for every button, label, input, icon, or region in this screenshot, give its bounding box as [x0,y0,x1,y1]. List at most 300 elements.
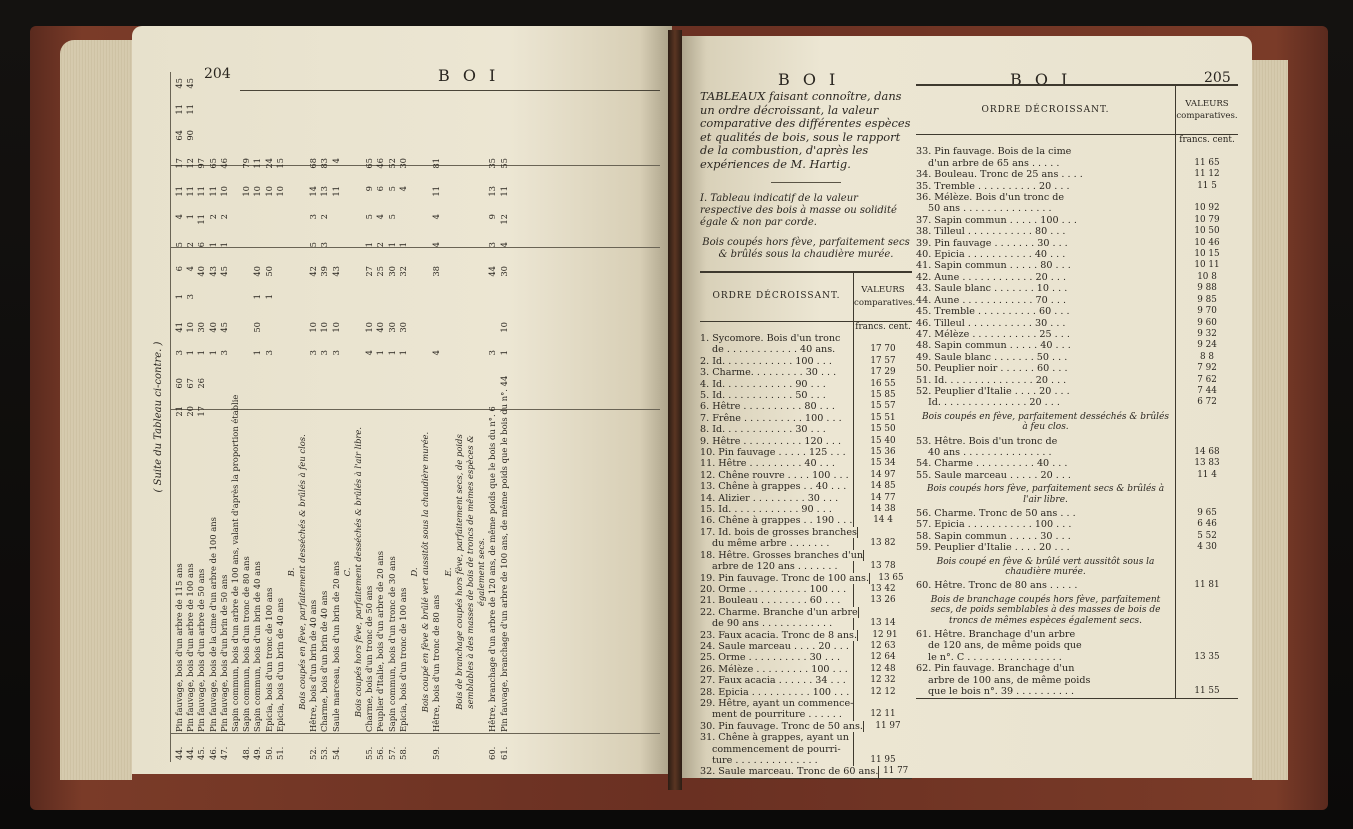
row-value: 1 [207,242,218,248]
row-number: 56. [375,746,386,760]
right-values-table [916,84,1238,699]
table-row [700,333,912,344]
table-row [700,527,912,538]
comparative-value [1175,663,1238,674]
comparative-value: 10 11 [1175,260,1238,271]
row-description: Hêtre, bois d'un tronc de 80 ans [431,594,442,732]
row-number: 49. [252,746,263,760]
wood-entry: 49. Saule blanc . . . . . . . 50 . . . [916,351,1068,363]
comparative-value: 16 55 [853,379,912,390]
table-row [916,386,1238,397]
table-row [700,379,912,390]
comparative-value: 15 57 [853,401,912,412]
values-label: VALEURS [861,284,905,295]
comparative-value: 15 40 [853,436,912,447]
table-row [319,72,330,762]
row-description: Sapin commun, bois d'un tronc de 30 ans [386,556,397,732]
row-value: 90 [185,130,196,141]
row-number: 47. [218,746,229,760]
table-row [916,352,1238,363]
row-description: Pin fauvage, branchage d'un arbre de 100 ans, de même poids que le bois du n°. 44 [498,375,509,732]
table-row [275,72,286,762]
row-value: 11 [185,104,196,115]
row-value: 1 [185,350,196,356]
table-row [387,72,398,762]
row-value: 52 [386,158,397,169]
comparative-value: 17 57 [853,356,912,367]
table-row [264,72,275,762]
wood-entry: que le bois n°. 39 . . . . . . . . . . [928,686,1075,698]
table-row [700,401,912,412]
row-value: 11 [252,158,263,169]
comparative-value: 12 12 [853,687,912,698]
comparative-value [863,550,912,561]
wood-entry: 18. Hêtre. Grosses branches d'un [700,549,864,561]
comparative-value [853,744,912,755]
comparative-value: 13 35 [1175,652,1238,663]
comparative-value: 13 78 [853,561,912,572]
comparative-value [1175,629,1238,640]
row-value: 45 [218,266,229,277]
table-row [700,675,912,686]
comparative-value: 11 55 [1175,686,1238,697]
table-row [916,203,1238,214]
row-value: 45 [185,78,196,89]
row-value: 24 [263,158,274,169]
wood-entry: 53. Hêtre. Bois d'un tronc de [916,435,1058,447]
wood-entry: 55. Saule marceau . . . . . 20 . . . [916,469,1071,481]
table-row [499,72,510,762]
comparative-value: 11 5 [1175,181,1238,192]
row-value: 2 [185,242,196,248]
row-value: 81 [431,158,442,169]
section-title-text: Bois coupés en fève, parfaitement desséchés & brûlés à feu clos. [297,434,308,710]
comparative-value: 12 32 [853,675,912,686]
wood-entry: 15. Id. . . . . . . . . . . . 90 . . . [700,504,832,516]
right-running-head: B O I [1010,70,1072,89]
wood-entry: 33. Pin fauvage. Bois de la cime [916,146,1072,158]
row-value: 1 [375,350,386,356]
row-value: 83 [319,158,330,169]
wood-entry: 17. Id. bois de grosses branches [700,526,857,538]
comparative-value: 9 32 [1175,329,1238,340]
row-value: 25 [375,266,386,277]
row-value: 4 [330,158,341,164]
row-value: 79 [241,158,252,169]
row-value: 1 [498,350,509,356]
table-row [700,607,912,618]
wood-entry: 41. Sapin commun . . . . . 80 . . . [916,260,1071,272]
wood-entry: d'un arbre de 65 ans . . . . . [928,157,1060,169]
row-description: Epicia, bois d'un tronc de 100 ans [263,587,274,732]
row-value: 3 [308,214,319,220]
table-row [431,72,442,762]
table-header [916,86,1238,135]
left-page-number: 204 [204,66,231,82]
table-row [308,72,319,762]
row-value: 12 [185,158,196,169]
table-row [916,519,1238,530]
wood-entry: 48. Sapin commun . . . . . 40 . . . [916,340,1071,352]
row-number: 48. [241,746,252,760]
table-row [700,630,912,641]
value-cell [1175,409,1238,436]
values-label-2: comparatives. [1176,111,1238,121]
wood-entry: 4. Id. . . . . . . . . . . . 90 . . . [700,378,826,390]
table-row [241,72,252,762]
row-number: 52. [308,746,319,760]
row-value: 17 [196,406,207,417]
row-value: 1 [196,350,207,356]
wood-entry: 19. Pin fauvage. Tronc de 100 ans. [700,572,870,584]
table-row [700,413,912,424]
units-row [700,322,912,333]
table-row [252,72,263,762]
section-letter [443,72,454,762]
row-value: 1 [386,242,397,248]
table-row [700,732,912,743]
row-description: Pin fauvage, bois d'un arbre de 115 ans [174,563,184,732]
table-row [916,542,1238,553]
row-value: 5 [364,214,375,220]
table-row [700,595,912,606]
table-row [700,390,912,401]
comparative-value: 13 26 [853,595,912,606]
row-value: 1 [185,214,196,220]
row-value: 11 [498,186,509,197]
row-description: Pin fauvage, bois d'un brin de 50 ans [218,574,229,732]
table-row [700,698,912,709]
row-value: 2 [207,214,218,220]
table-row [208,72,219,762]
row-number: 61. [498,746,509,760]
comparative-value [853,732,912,743]
order-column-header: ORDRE DÉCROISSANT. [981,105,1110,115]
section-letter-text: C. [341,567,352,577]
row-description: Epicia, bois d'un brin de 40 ans [274,597,285,732]
table-row [375,72,386,762]
table-row [700,561,912,572]
wood-entry: 61. Hêtre. Branchage d'un arbre [916,629,1076,641]
wood-entry: 2. Id. . . . . . . . . . . . 100 . . . [700,355,832,367]
table-row [700,766,912,777]
row-value: 3 [319,242,330,248]
comparative-value: 11 65 [1175,158,1238,169]
section-title [297,72,308,762]
wood-entry: de 120 ans, de même poids que [928,640,1082,652]
row-value: 68 [308,158,319,169]
comparative-value: 14 4 [853,515,912,526]
wood-entry: 39. Pin fauvage . . . . . . . 30 . . . [916,237,1068,249]
comparative-value: 11 12 [1175,169,1238,180]
row-value: 38 [431,266,442,277]
table-caption: ( Suite du Tableau ci-contre. ) [148,72,171,762]
table-row [916,146,1238,157]
row-value: 40 [196,266,207,277]
table-row [916,295,1238,306]
wood-entry: 45. Tremble . . . . . . . . . . 60 . . . [916,306,1070,318]
table-row [230,72,241,762]
table-row [700,584,912,595]
row-value: 40 [207,322,218,333]
wood-entry: 32. Saule marceau. Tronc de 60 ans. [700,766,879,778]
row-number: 55. [364,746,375,760]
wood-entry: 54. Charme . . . . . . . . . . 40 . . . [916,458,1068,470]
middle-running-head: B O I [778,70,840,89]
row-value: 4 [431,350,442,356]
row-value: 1 [386,350,397,356]
row-value: 65 [364,158,375,169]
comparative-value: 15 85 [853,390,912,401]
table-row [916,363,1238,374]
table-row [916,508,1238,519]
wood-entry: de . . . . . . . . . . . . 40 ans. [712,344,836,356]
table-row [185,72,196,762]
comparative-value [858,607,912,618]
table-row [219,72,230,762]
row-value: 1 [397,242,408,248]
comparative-value: 7 44 [1175,386,1238,397]
row-value: 4 [174,214,184,220]
comparative-value: 10 46 [1175,238,1238,249]
wood-entry: 3. Charme. . . . . . . . . 30 . . . [700,367,837,379]
row-value: 4 [364,350,375,356]
row-value: 4 [185,266,196,272]
row-value: 1 [364,242,375,248]
row-value: 15 [274,158,285,169]
comparative-value: 14 38 [853,504,912,515]
middle-column [700,89,916,779]
table-row [174,72,185,762]
values-label-2: comparatives. [854,297,916,308]
row-value: 3 [263,350,274,356]
comparative-value: 12 63 [853,641,912,652]
table-row [700,573,912,584]
row-value: 6 [196,242,207,248]
row-value: 4 [498,242,509,248]
values-column-header [1175,86,1238,134]
left-running-head: B O I [438,66,500,85]
wood-entry: du même arbre . . . . . . . [712,538,830,550]
wood-entry: 47. Mélèze . . . . . . . . . . . 25 . . . [916,328,1070,340]
row-value: 2 [319,214,330,220]
row-value: 11 [174,104,184,115]
table-row [916,397,1238,408]
section-title [353,72,364,762]
wood-entry: 23. Faux acacia. Tronc de 8 ans. [700,629,857,641]
section-A-heading: Bois coupés hors fève, parfaitement secs & brûlés sous la chaudière murée. [702,236,910,260]
row-value: 3 [308,350,319,356]
table-row [916,652,1238,663]
value-cell [1175,481,1238,508]
comparative-value: 15 34 [853,458,912,469]
subsection-heading [916,592,1238,629]
table-row [916,629,1238,640]
wood-entry: 16. Chêne à grappes . . 190 . . . [700,515,853,527]
wood-entry: 26. Mélèze . . . . . . . . . 100 . . . [700,663,848,675]
section-title-text: Bois de branchage coupés hors fève, parfaitement secs, de poids semblables à des masses de bois de troncs de mêmes espèces & également secs. [453,434,487,710]
table-row [916,447,1238,458]
wood-entry: ture . . . . . . . . . . . . . . [712,755,818,766]
wood-entry: de 90 ans . . . . . . . . . . . . [712,618,833,630]
table-row [700,744,912,755]
comparative-value: 14 77 [853,493,912,504]
wood-entry: 13. Chêne à grappes . . 40 . . . [700,481,847,493]
table-row [331,72,342,762]
table-row [916,306,1238,317]
row-value: 2 [218,214,229,220]
wood-entry: 57. Epicia . . . . . . . . . . . 100 . . . [916,519,1072,531]
row-value: 10 [364,322,375,333]
comparative-value: 7 62 [1175,375,1238,386]
row-value: 5 [308,242,319,248]
row-value: 40 [252,266,263,277]
row-value: 40 [375,322,386,333]
table-row [916,169,1238,180]
table-row [916,226,1238,237]
row-value: 97 [196,158,207,169]
row-value: 10 [241,186,252,197]
comparative-value: 11 97 [863,721,912,732]
row-number: 53. [319,746,330,760]
table-row [364,72,375,762]
table-row [700,504,912,515]
row-value: 46 [218,158,229,169]
row-value: 1 [207,350,218,356]
table-row [916,260,1238,271]
comparative-value: 12 11 [853,709,912,720]
comparative-value: 11 77 [878,766,912,777]
comparative-value: 9 88 [1175,283,1238,294]
values-column-header [853,273,916,321]
row-value: 3 [218,350,229,356]
wood-entry: 40 ans . . . . . . . . . . . . . . . [928,446,1052,458]
wood-entry: 51. Id. . . . . . . . . . . . . . . 20 . . . [916,374,1067,386]
units-label: francs. cent. [1175,135,1238,146]
wood-entry: 5. Id. . . . . . . . . . . . 50 . . . [700,390,826,401]
wood-entry: ment de pourriture . . . . . . [712,709,842,721]
wood-entry: 40. Epicia . . . . . . . . . . . 40 . . . [916,249,1066,261]
table-row [916,238,1238,249]
comparative-value: 13 42 [853,584,912,595]
subsection-heading [916,409,1238,436]
wood-entry: 25. Orme . . . . . . . . . . 30 . . . [700,652,841,664]
comparative-value: 10 8 [1175,272,1238,283]
table-row [916,458,1238,469]
row-value: 1 [174,294,184,300]
row-value: 30 [498,266,509,277]
table-row [916,340,1238,351]
row-value: 45 [218,322,229,333]
comparative-value: 11 95 [853,755,912,766]
subsection-heading [916,481,1238,508]
comparative-value: 11 4 [1175,470,1238,481]
row-value: 10 [319,322,330,333]
values-label: VALEURS [1185,99,1229,109]
table-row [916,158,1238,169]
comparative-value: 9 85 [1175,295,1238,306]
wood-entry: 34. Bouleau. Tronc de 25 ans . . . . [916,169,1083,181]
row-number: 54. [330,746,341,760]
row-description: Sapin commun, bois d'un brin de 40 ans [252,561,263,732]
row-value: 30 [397,322,408,333]
section-letter-text: E. [442,567,453,577]
section-letter [409,72,420,762]
right-rows [916,146,1238,697]
row-value: 6 [375,186,386,192]
middle-values-table [700,271,916,779]
wood-entry: 60. Hêtre. Tronc de 80 ans . . . . . [916,580,1078,592]
table-row [916,318,1238,329]
row-value: 10 [185,322,196,333]
row-value: 1 [397,350,408,356]
row-value: 13 [319,186,330,197]
comparative-value: 9 70 [1175,306,1238,317]
table-row [916,329,1238,340]
row-description: Charme, bois d'un tronc de 50 ans [364,585,375,732]
wood-entry: 46. Tilleul . . . . . . . . . . . 30 . . . [916,317,1066,329]
row-value: 13 [487,186,498,197]
comparative-value: 14 97 [853,470,912,481]
comparative-value: 13 65 [869,573,912,584]
wood-entry: 50 ans . . . . . . . . . . . . . . . [928,203,1052,215]
row-value: 9 [487,214,498,220]
row-value: 11 [196,186,207,197]
row-number: 59. [431,746,442,760]
table-row [916,663,1238,674]
row-value: 12 [498,214,509,225]
row-number: 44. [185,746,196,760]
row-value: 14 [308,186,319,197]
row-value: 11 [330,186,341,197]
row-value: 64 [174,130,184,141]
comparative-value [1175,192,1238,203]
wood-entry: 30. Pin fauvage. Tronc de 50 ans. [700,720,863,732]
row-value: 42 [308,266,319,277]
row-value: 11 [431,186,442,197]
comparative-value [1175,640,1238,651]
comparative-value: 17 70 [853,344,912,355]
row-number: 46. [207,746,218,760]
title-rule [771,182,841,183]
wood-entry: 14. Alizier . . . . . . . . . 30 . . . [700,492,839,504]
row-value: 21 [174,406,184,417]
row-value: 46 [375,158,386,169]
middle-rows [700,333,912,778]
table-row [700,515,912,526]
row-value: 44 [487,266,498,277]
comparative-value: 12 48 [853,664,912,675]
wood-entry: 20. Orme . . . . . . . . . . 100 . . . [700,583,847,595]
wood-entry: 36. Mélèze. Bois d'un tronc de [916,192,1065,204]
wood-entry: 44. Aune . . . . . . . . . . . . 70 . . . [916,294,1067,306]
comparative-value: 6 72 [1175,397,1238,408]
comparative-value: 10 79 [1175,215,1238,226]
comparative-value [1175,436,1238,447]
wood-entry: 22. Charme. Branche d'un arbre [700,606,858,618]
table-row [916,686,1238,697]
wood-entry: 24. Saule marceau . . . . 20 . . . [700,640,849,652]
wood-entry: 42. Aune . . . . . . . . . . . . 20 . . . [916,271,1067,283]
rotated-table [148,72,660,762]
comparative-value: 8 8 [1175,352,1238,363]
page-edges-right [1252,60,1288,780]
table-row [700,664,912,675]
row-value: 55 [498,158,509,169]
row-value: 2 [375,242,386,248]
row-description: Hêtre, branchage d'un arbre de 120 ans, de même poids que le bois du n°. 6 [487,406,498,732]
row-value: 10 [498,322,509,333]
